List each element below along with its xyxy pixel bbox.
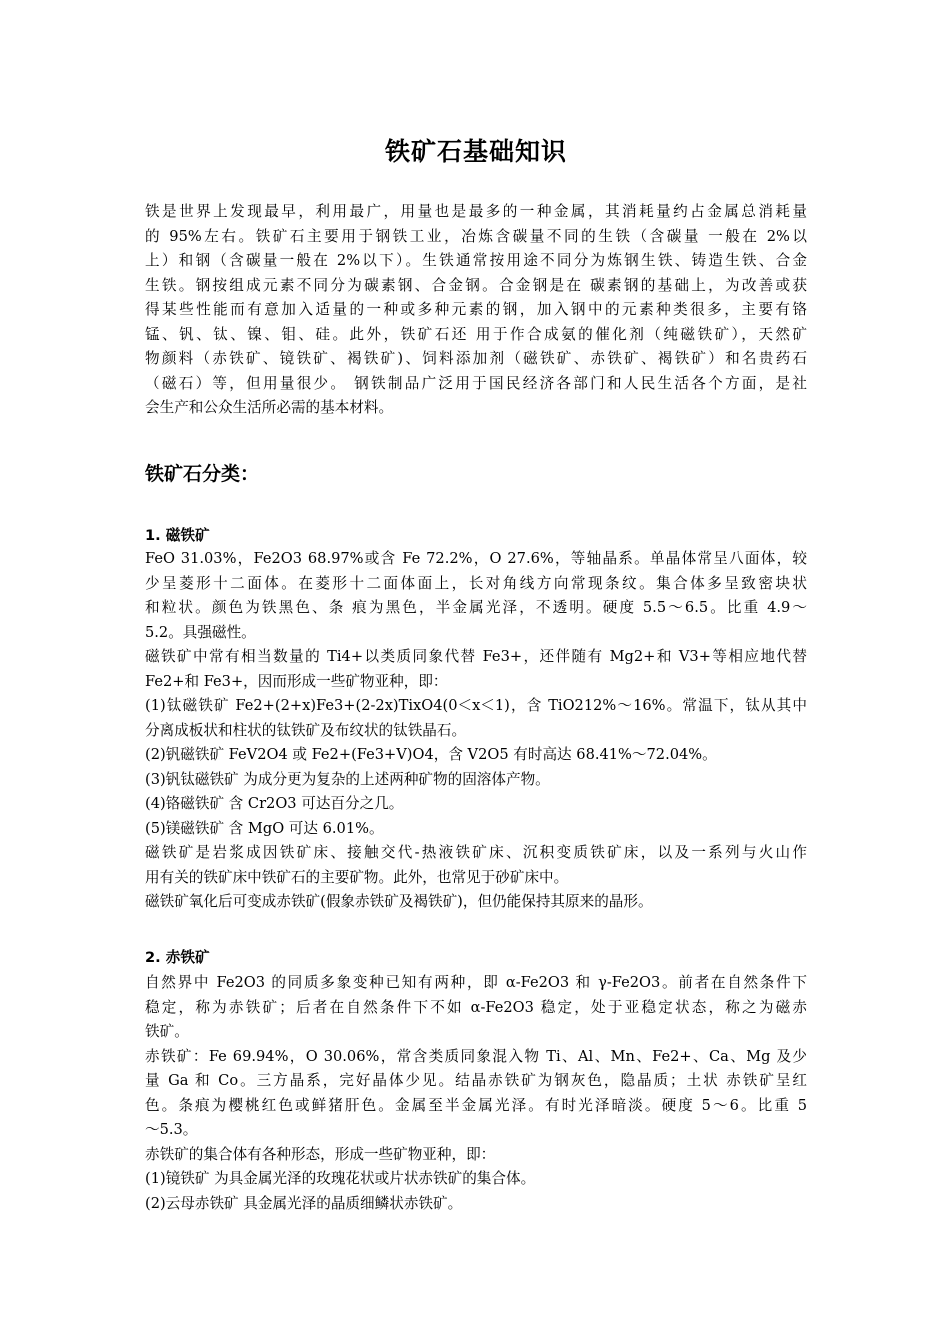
hematite-line: 赤铁矿的集合体有各种形态，形成一些矿物亚种，即： [145, 1145, 496, 1163]
page-title: 铁矿石基础知识 [384, 137, 567, 166]
intro-line: 的 95%左右。铁矿石主要用于钢铁工业，冶炼含碳量不同的生铁（含碳量 一般在 2%以 [145, 227, 807, 245]
hematite-line: 自然界中 Fe2O3 的同质多象变种已知有两种，即 α-Fe2O3 和 γ-Fe2O3。前者在自然条件下 [145, 974, 807, 991]
magnetite-line: FeO 31.03%，Fe2O3 68.97%或含 Fe 72.2%，O 27.6%，等轴晶系。单晶体常呈八面体，较 [145, 550, 807, 567]
magnetite-line: 磁铁矿是岩浆成因铁矿床、接触交代-热液铁矿床、沉积变质铁矿床，以及一系列与火山作 [145, 844, 807, 861]
magnetite-line: (2)钒磁铁矿 FeV2O4 或 Fe2+(Fe3+V)O4，含 V2O5 有时高达 68.41%～72.04%。 [145, 746, 717, 763]
magnetite-line: 分离成板状和柱状的钛铁矿及布纹状的钛铁晶石。 [145, 721, 467, 739]
hematite-line: 稳定，称为赤铁矿；后者在自然条件下不如 α-Fe2O3 稳定，处于亚稳定状态，称之为磁赤 [145, 998, 807, 1016]
magnetite-heading: 1. 磁铁矿 [145, 527, 210, 544]
hematite-line: ～5.3。 [145, 1121, 198, 1138]
magnetite-line: (4)铬磁铁矿 含 Cr2O3 可达百分之几。 [145, 795, 404, 812]
classification-heading: 铁矿石分类： [145, 463, 260, 485]
intro-line: （磁石）等，但用量很少。 钢铁制品广泛用于国民经济各部门和人民生活各个方面，是社 [145, 374, 807, 392]
hematite-line: 赤铁矿：Fe 69.94%，O 30.06%，常含类质同象混入物 Ti、Al、Mn、Fe2+、Ca、Mg 及少 [145, 1047, 807, 1065]
hematite-line: 量 Ga 和 Co。三方晶系，完好晶体少见。结晶赤铁矿为钢灰色，隐晶质；土状 赤铁矿呈红 [145, 1072, 807, 1089]
magnetite-line: 磁铁矿中常有相当数量的 Ti4+以类质同象代替 Fe3+，还伴随有 Mg2+和 V3+等相应地代替 [145, 648, 807, 665]
hematite-line: 色。条痕为樱桃红色或鲜猪肝色。金属至半金属光泽。有时光泽暗淡。硬度 5～6。比重 5 [145, 1096, 807, 1114]
intro-line: 生铁。钢按组成元素不同分为碳素钢、合金钢。合金钢是在 碳素钢的基础上，为改善或获 [145, 276, 807, 294]
magnetite-line: Fe2+和 Fe3+，因而形成一些矿物亚种，即： [145, 672, 448, 690]
magnetite-line: 5.2。具强磁性。 [145, 623, 256, 641]
magnetite-line: (1)钛磁铁矿 Fe2+(2+x)Fe3+(2-2x)TixO4(0＜x＜1)，含 TiO212%～16%。常温下，钛从其中 [145, 697, 807, 714]
intro-line: 物颜料（赤铁矿、镜铁矿、褐铁矿)、饲料添加剂（磁铁矿、赤铁矿、褐铁矿）和名贵药石 [145, 350, 807, 367]
magnetite-line: 磁铁矿氧化后可变成赤铁矿(假象赤铁矿及褐铁矿)，但仍能保持其原来的晶形。 [145, 893, 653, 910]
intro-line: 会生产和公众生活所必需的基本材料。 [145, 399, 394, 416]
magnetite-line: 用有关的铁矿床中铁矿石的主要矿物。此外，也常见于砂矿床中。 [145, 868, 569, 886]
intro-line: 上）和钢（含碳量一般在 2%以下）。生铁通常按用途不同分为炼钢生铁、铸造生铁、合金 [145, 252, 807, 269]
magnetite-line: 和粒状。颜色为铁黑色、条 痕为黑色，半金属光泽，不透明。硬度 5.5～6.5。比重 4.9～ [145, 599, 807, 616]
magnetite-line: 少呈菱形十二面体。在菱形十二面体面上，长对角线方向常现条纹。集合体多呈致密块状 [145, 574, 807, 592]
intro-line: 锰、钒、钛、镍、钼、硅。此外，铁矿石还 用于作合成氨的催化剂（纯磁铁矿），天然矿 [145, 325, 807, 343]
hematite-line: (1)镜铁矿 为具金属光泽的玫瑰花状或片状赤铁矿的集合体。 [145, 1170, 536, 1187]
hematite-section [145, 971, 807, 1216]
intro-line: 得某些性能而有意加入适量的一种或多种元素的钢，加入钢中的元素种类很多，主要有铬 [145, 301, 807, 318]
intro-line: 铁是世界上发现最早，利用最广，用量也是最多的一种金属，其消耗量约占金属总消耗量 [145, 203, 807, 220]
magnetite-line: (3)钒钛磁铁矿 为成分更为复杂的上述两种矿物的固溶体产物。 [145, 770, 550, 788]
hematite-line: 铁矿。 [145, 1023, 189, 1040]
magnetite-line: (5)镁磁铁矿 含 MgO 可达 6.01%。 [145, 819, 384, 837]
hematite-heading: 2. 赤铁矿 [145, 949, 210, 966]
hematite-line: (2)云母赤铁矿 具金属光泽的晶质细鳞状赤铁矿。 [145, 1194, 463, 1212]
magnetite-section [145, 547, 807, 915]
intro-paragraph [145, 200, 807, 421]
